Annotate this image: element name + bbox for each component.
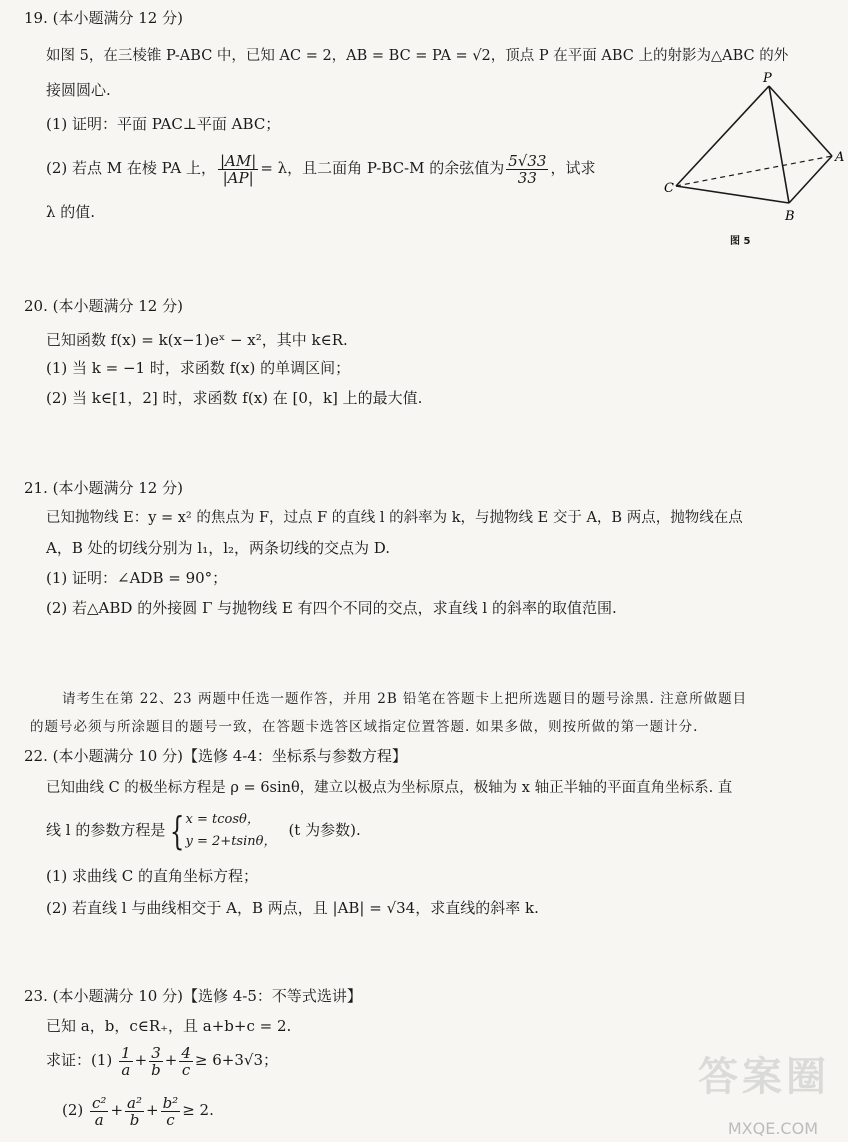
q19-figure-caption: 图 5 bbox=[730, 236, 751, 247]
q23-stem: 已知 a，b，c∈R₊，且 a+b+c = 2. bbox=[46, 1017, 292, 1035]
q23-frac-c2-a-num: c² bbox=[92, 1093, 107, 1112]
edge-PB bbox=[769, 86, 789, 203]
q23-frac-4-c-num: 4 bbox=[181, 1043, 191, 1062]
q22-part2: (2) 若直线 l 与曲线相交于 A，B 两点，且 |AB| = √34，求直线的斜率 k. bbox=[46, 899, 539, 917]
q23-frac-3-b bbox=[149, 1045, 163, 1078]
q23-frac-b2-c-num: b² bbox=[162, 1093, 179, 1112]
q23-frac-b2-c bbox=[161, 1095, 181, 1128]
q23-part1-rhs: ≥ 6+3√3； bbox=[194, 1051, 278, 1069]
q21-part2: (2) 若△ABD 的外接圆 Γ 与抛物线 E 有四个不同的交点，求直线 l 的斜率的取值范围. bbox=[46, 599, 617, 617]
q23-frac-c2-a bbox=[90, 1095, 108, 1128]
q22-param-note: (t 为参数). bbox=[288, 821, 361, 839]
q21-part1: (1) 证明：∠ADB = 90°； bbox=[46, 569, 228, 587]
q22-param-intro: 线 l 的参数方程是 bbox=[46, 821, 166, 839]
q23-frac-c2-a-den: a bbox=[94, 1110, 104, 1129]
q19-pyramid-figure bbox=[664, 68, 844, 228]
q21-stem-line1: 已知抛物线 E：y = x² 的焦点为 F，过点 F 的直线 l 的斜率为 k，与抛物线 E 交于 A，B 两点，抛物线在点 bbox=[46, 510, 743, 526]
vertex-label-P: P bbox=[763, 71, 772, 86]
q22-part1: (1) 求曲线 C 的直角坐标方程； bbox=[46, 867, 259, 885]
q21-header: 21. (本小题满分 12 分) bbox=[24, 479, 183, 497]
q19-part2-end: λ 的值. bbox=[46, 203, 96, 221]
q23-part2-rhs: ≥ 2. bbox=[182, 1101, 214, 1119]
q22-header: 22. (本小题满分 10 分)【选修 4-4：坐标系与参数方程】 bbox=[24, 747, 407, 765]
q20-header: 20. (本小题满分 12 分) bbox=[24, 297, 183, 315]
q23-header: 23. (本小题满分 10 分)【选修 4-5：不等式选讲】 bbox=[24, 987, 362, 1005]
vertex-label-B: B bbox=[785, 209, 795, 224]
q22-eq2: y = 2+tsinθ， bbox=[185, 834, 277, 849]
q23-part1: 求证：(1) $\frac{1}{a}$ + $\frac{3}{b}$ + $\frac{4}{c}$ ≥ 6+3√3； bbox=[46, 1043, 278, 1079]
q23-frac-4-c bbox=[179, 1045, 193, 1078]
q23-frac-4-c-den: c bbox=[181, 1060, 191, 1079]
q22-brace: { bbox=[170, 809, 185, 853]
q22-eq1: x = tcosθ， bbox=[185, 812, 260, 827]
q19-cos-num: 5√33 bbox=[508, 151, 547, 170]
q19-part2-text-c: ，试求 bbox=[550, 159, 596, 177]
vertex-label-A: A bbox=[835, 150, 844, 165]
edge-CB bbox=[676, 186, 789, 203]
q23-frac-1-a-num: 1 bbox=[121, 1043, 131, 1062]
q20-part1: (1) 当 k = −1 时，求函数 f(x) 的单调区间； bbox=[46, 359, 351, 377]
q19-stem-line2: 接圆圆心. bbox=[46, 81, 111, 99]
q21-stem-line2: A，B 处的切线分别为 l₁，l₂，两条切线的交点为 D. bbox=[46, 539, 391, 557]
q23-part2: (2) $\frac{\text{c²}}{a}$ + $\frac{\text{a²}}{b}$ + $\frac{\text{b²}}{c}$ ≥ 2. bbox=[62, 1093, 214, 1129]
q19-header: 19. (本小题满分 12 分) bbox=[24, 9, 183, 27]
q20-stem: 已知函数 f(x) = k(x−1)eˣ − x²，其中 k∈R. bbox=[46, 331, 348, 349]
q19-part2-text-b: = λ，且二面角 P-BC-M 的余弦值为 bbox=[260, 159, 505, 177]
q19-ratio-fraction bbox=[218, 153, 258, 186]
elective-notice-line2: 的题号必须与所涂题目的题号一致，在答题卡选答区域指定位置答题. 如果多做，则按所做的第一题计分. bbox=[30, 719, 699, 735]
q23-frac-1-a bbox=[119, 1045, 133, 1078]
q19-stem-line1: 如图 5，在三棱锥 P-ABC 中，已知 AC = 2，AB = BC = PA = √2，顶点 P 在平面 ABC 上的射影为△ABC 的外 bbox=[46, 48, 789, 64]
q23-frac-b2-c-den: c bbox=[166, 1110, 175, 1129]
q19-part2 bbox=[46, 150, 595, 186]
q23-frac-3-b-num: 3 bbox=[149, 1045, 163, 1062]
q20-part2: (2) 当 k∈[1，2] 时，求函数 f(x) 在 [0，k] 上的最大值. bbox=[46, 389, 423, 407]
q23-frac-a2-b-num: a² bbox=[127, 1093, 142, 1112]
vertex-label-C: C bbox=[664, 181, 674, 196]
q19-part2-text-a: (2) 若点 M 在棱 PA 上， bbox=[46, 159, 216, 177]
q19-part1: (1) 证明：平面 PAC⊥平面 ABC； bbox=[46, 115, 281, 133]
q19-cos-den: 33 bbox=[517, 168, 537, 187]
edge-PC bbox=[676, 86, 769, 186]
q19-ratio-den: |AP| bbox=[222, 168, 254, 187]
watermark-url: MXQE.COM bbox=[727, 1119, 818, 1138]
q23-part2-label: (2) bbox=[62, 1101, 84, 1119]
q19-ratio-num: |AM| bbox=[220, 151, 257, 170]
watermark-logo: 答案圈 bbox=[698, 1054, 830, 1100]
q22-stem-line2 bbox=[46, 806, 361, 854]
q23-frac-1-a-den: a bbox=[121, 1060, 131, 1079]
q23-part1-label: 求证：(1) bbox=[46, 1051, 113, 1069]
q19-cos-fraction bbox=[506, 153, 548, 186]
q23-frac-a2-b-den: b bbox=[129, 1110, 140, 1129]
q23-frac-3-b-den: b bbox=[151, 1060, 161, 1079]
q23-frac-a2-b bbox=[125, 1095, 144, 1128]
q22-param-system bbox=[186, 809, 277, 853]
elective-notice-line1: 请考生在第 22、23 两题中任选一题作答，并用 2B 铅笔在答题卡上把所选题目的题号涂黑. 注意所做题目 bbox=[62, 691, 748, 707]
q22-stem-line1: 已知曲线 C 的极坐标方程是 ρ = 6sinθ，建立以极点为坐标原点，极轴为 x 轴正半轴的平面直角坐标系. 直 bbox=[46, 780, 733, 796]
